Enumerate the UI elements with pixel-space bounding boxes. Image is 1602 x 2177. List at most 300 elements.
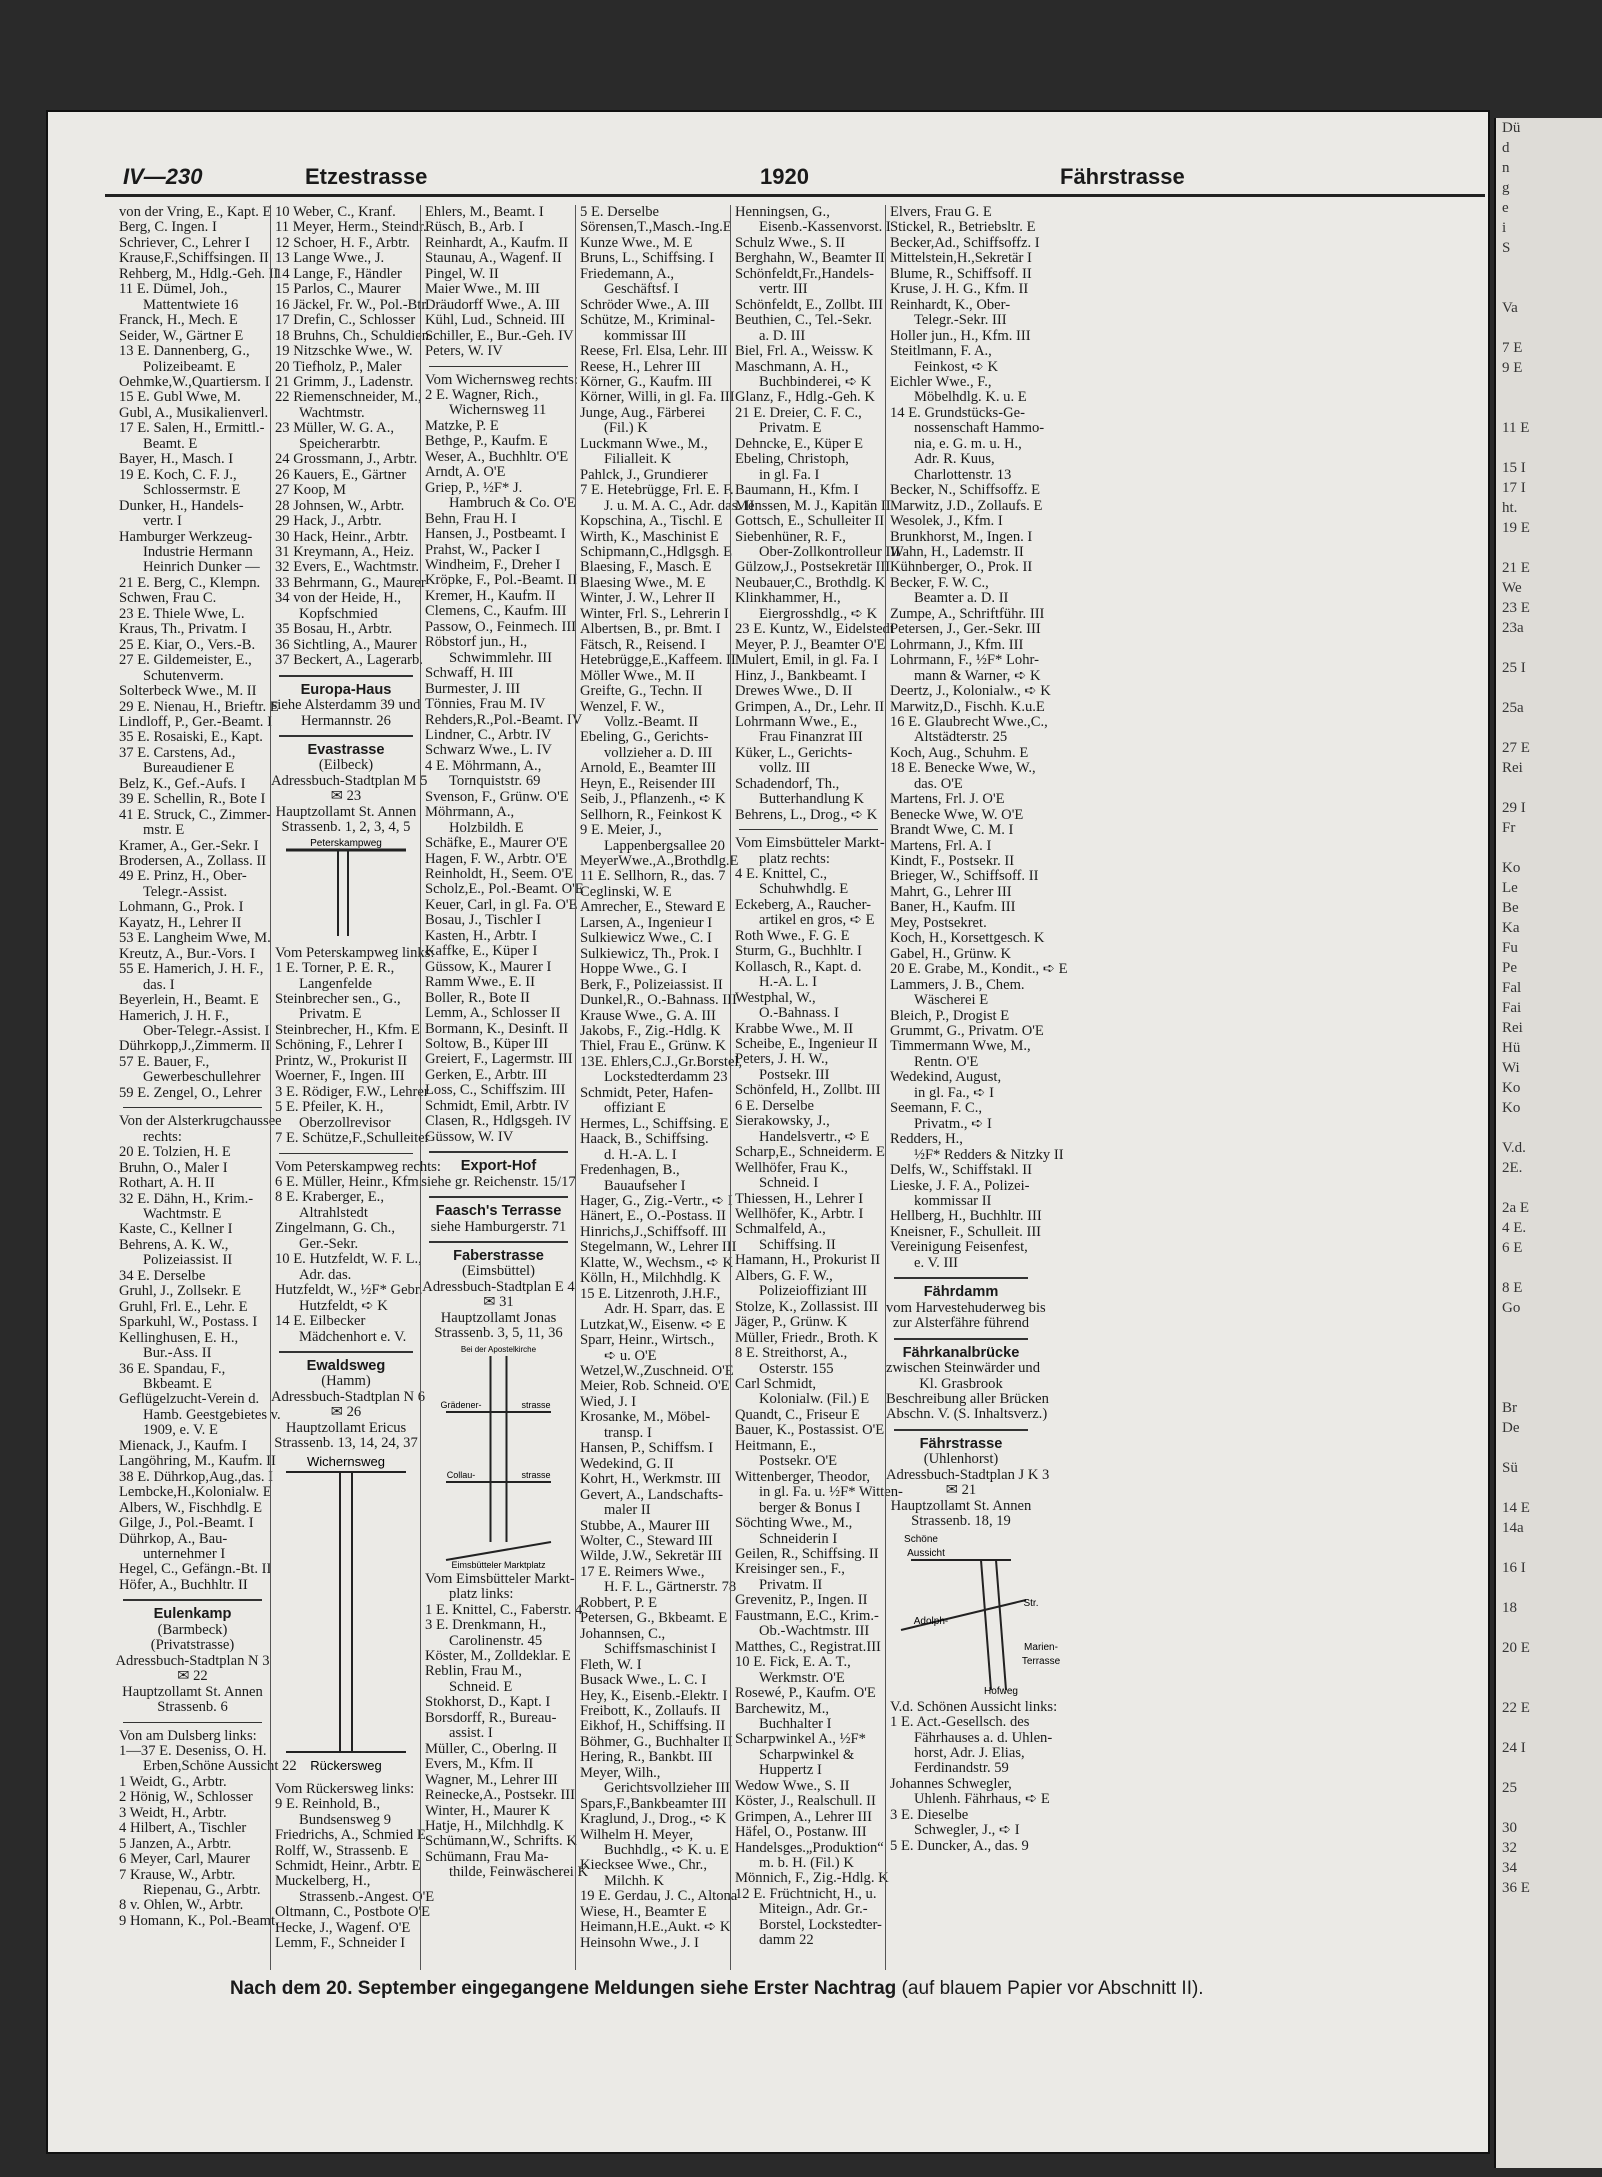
directory-entry: Blume, R., Schiffsoff. II — [890, 265, 1032, 282]
entry-continuation: Lappenbergsallee 20 — [604, 837, 725, 854]
entry-continuation: Milchh. K — [604, 1872, 664, 1889]
directory-entry: Schümann, Frau Ma- — [425, 1848, 549, 1865]
neighbor-fragment: 4 E. — [1502, 1220, 1527, 1236]
directory-entry: Busack Wwe., L. C. I — [580, 1672, 707, 1689]
directory-entry: 17 Drefin, C., Schlosser — [275, 312, 416, 329]
directory-entry: Schmidt, Emil, Arbtr. IV — [425, 1097, 570, 1114]
directory-entry: Hatje, H., Milchhdlg. K — [425, 1817, 565, 1834]
directory-entry: Timmermann Wwe, M., — [890, 1038, 1031, 1055]
directory-entry: Seib, J., Pflanzenh., ➪ K — [580, 791, 726, 808]
directory-entry: Kaffke, E., Küper I — [425, 943, 538, 960]
directory-entry: Hänert, E., O.-Postass. II — [580, 1208, 726, 1225]
street-info: Beschreibung aller Brücken — [886, 1390, 1049, 1407]
directory-entry: Holler jun., H., Kfm. III — [890, 327, 1031, 344]
directory-entry: Behrens, A. K. W., — [119, 1236, 229, 1253]
directory-entry: Sörensen,T.,Masch.-Ing.E — [580, 219, 732, 236]
entry-continuation: Möbelhdlg. K. u. E — [914, 389, 1027, 406]
entry-continuation: Langenfelde — [299, 975, 372, 992]
directory-entry: Hermes, L., Schiffsing. E — [580, 1115, 729, 1132]
map-street-2b: strasse — [521, 1469, 551, 1480]
directory-entry: Reese, H., Lehrer III — [580, 358, 701, 375]
map-label-b: Aussicht — [907, 1547, 945, 1559]
directory-entry: 27 E. Gildemeister, E., — [119, 652, 252, 669]
directory-entry: 7 E. Schütze,F.,Schulleiter — [275, 1130, 430, 1147]
neighbor-fragment: e — [1502, 200, 1509, 216]
street-map — [421, 1342, 576, 1572]
entry-continuation: Erben,Schöne Aussicht 22 — [143, 1758, 297, 1775]
directory-entry: Rosewé, P., Kaufm. O'E — [735, 1685, 876, 1702]
directory-entry: Sulkiewicz Wwe., C. I — [580, 930, 712, 947]
directory-entry: 26 Kauers, E., Gärtner — [275, 466, 407, 483]
directory-entry: Scholz,E., Pol.-Beamt. O'E — [425, 881, 584, 898]
directory-entry: Häfel, O., Postanw. III — [735, 1824, 867, 1841]
neighbor-fragment — [1496, 1478, 1602, 1498]
directory-entry: 7 Krause, W., Arbtr. — [119, 1866, 236, 1883]
directory-entry: Kreisinger sen., F., — [735, 1561, 845, 1578]
directory-entry: Becker, N., Schiffsoffz. E — [890, 482, 1041, 499]
neighbor-fragment — [1496, 318, 1602, 338]
entry-continuation: Schwegler, J., ➪ I — [914, 1822, 1020, 1839]
directory-entry: Stolze, K., Zollassist. III — [735, 1298, 879, 1315]
directory-entry: Kunze Wwe., M. E — [580, 234, 693, 251]
map-street-bottom: Rückersweg — [310, 1757, 382, 1773]
directory-entry: 34 von der Heide, H., — [275, 590, 402, 607]
directory-entry: 21 E. Dreier, C. F. C., — [735, 404, 862, 421]
entry-continuation: nossenschaft Hammo- — [914, 420, 1045, 437]
entry-continuation: damm 22 — [759, 1932, 814, 1949]
directory-entry: Schadendorf, Th., — [735, 775, 840, 792]
directory-entry: Kopschina, A., Tischl. E — [580, 513, 723, 530]
directory-entry: Becker,Ad., Schiffsoffz. I — [890, 234, 1040, 251]
entry-continuation: Schuhwhdlg. E — [759, 881, 849, 898]
entry-continuation: mstr. E — [143, 822, 185, 839]
section-divider — [279, 675, 413, 677]
directory-entry: 6 Meyer, Carl, Maurer — [119, 1851, 251, 1868]
entry-continuation: Beamt. E — [143, 435, 198, 452]
directory-entry: Biel, Frl. A., Weissw. K — [735, 343, 874, 360]
section-divider — [123, 1107, 262, 1108]
directory-entry: Spars,F.,Bankbeamter III — [580, 1795, 727, 1812]
neighbor-fragment: ht. — [1502, 500, 1518, 516]
directory-entry: Brandt Wwe, C. M. I — [890, 822, 1014, 839]
directory-entry: Marwitz,D., Fischh. K.u.E — [890, 698, 1045, 715]
entry-continuation: Riepenau, G., Arbtr. — [143, 1882, 261, 1899]
directory-entry: 36 Sichtling, A., Maurer — [275, 636, 417, 653]
directory-entry: Hansen, P., Schiffsm. I — [580, 1440, 714, 1457]
street-info: ✉ 26 — [330, 1404, 362, 1421]
directory-entry: Hering, R., Bankbt. III — [580, 1749, 713, 1766]
entry-continuation: kommissar II — [914, 1193, 992, 1209]
neighbor-fragment: 18 — [1502, 1600, 1517, 1616]
directory-entry: Krabbe Wwe., M. II — [735, 1020, 854, 1037]
directory-entry: Wiese, H., Beamter E — [580, 1903, 707, 1920]
directory-entry: Mey, Postsekret. — [890, 914, 987, 931]
directory-entry: 15 E. Gubl Wwe, M. — [119, 389, 241, 406]
neighbor-fragment — [1496, 1378, 1602, 1398]
directory-entry: Luckmann Wwe., M., — [580, 435, 708, 452]
street-info: Strassenb. 13, 14, 24, 37 — [274, 1435, 418, 1452]
directory-entry: Sparkuhl, W., Postass. I — [119, 1314, 258, 1331]
entry-continuation: ➪ u. O'E — [604, 1347, 657, 1364]
directory-entry: 33 Behrmann, G., Maurer — [275, 574, 426, 591]
entry-continuation: platz links: — [449, 1586, 514, 1603]
directory-entry: Schönfeldt, E., Zollbt. III — [735, 296, 883, 313]
directory-entry: Seemann, F. C., — [890, 1100, 983, 1117]
map-street-2: Collau- — [446, 1469, 476, 1480]
directory-entry: 55 E. Hamerich, J. H. F., — [119, 961, 264, 978]
directory-entry: 4 E. Möhrmann, A., — [425, 757, 542, 774]
directory-entry: Kollasch, R., Kapt. d. — [735, 958, 862, 975]
neighbor-fragment: 15 I — [1502, 460, 1526, 476]
directory-entry: 11 E. Sellhorn, R., das. 7 — [580, 868, 726, 885]
neighbor-fragment — [1496, 1758, 1602, 1778]
neighbor-fragment: 25a — [1502, 700, 1524, 716]
entry-continuation: rechts: — [143, 1128, 182, 1145]
neighbor-fragment: Fr — [1502, 820, 1516, 836]
directory-entry: Peters, J. H. W., — [735, 1051, 829, 1068]
directory-entry: 34 E. Derselbe — [119, 1267, 206, 1284]
neighbor-fragment: 30 — [1502, 1820, 1517, 1836]
directory-entry: Seider, W., Gärtner E — [119, 327, 244, 344]
directory-entry: Junge, Aug., Färberei — [580, 404, 706, 421]
directory-entry: Kneisner, F., Schulleit. III — [890, 1223, 1042, 1240]
entry-continuation: Telegr.-Sekr. III — [914, 312, 1007, 329]
directory-entry: 24 Grossmann, J., Arbtr. — [275, 451, 418, 468]
directory-entry: Lembcke,H.,Kolonialw. E — [119, 1484, 272, 1501]
directory-entry: Kohrt, H., Werkmstr. III — [580, 1471, 721, 1488]
directory-entry: Kindt, F., Postsekr. II — [890, 853, 1015, 870]
directory-entry: Kayatz, H., Lehrer II — [119, 914, 242, 931]
directory-entry: Grimpen, A., Lehrer III — [735, 1808, 872, 1825]
directory-entry: Blaesing, F., Masch. E — [580, 559, 712, 576]
directory-entry: Schulz Wwe., S. II — [735, 234, 845, 251]
entry-continuation: Buchbinderei, ➪ K — [759, 373, 872, 390]
street-info: Strassenb. 18, 19 — [911, 1513, 1011, 1530]
directory-entry: Petersen, G., Bkbeamt. E — [580, 1610, 728, 1627]
directory-entry: 14 E. Grundstücks-Ge- — [890, 404, 1025, 421]
directory-entry: Woerner, F., Ingen. III — [275, 1068, 405, 1085]
footer-paren: (auf blauem Papier vor Abschnitt II). — [901, 1978, 1204, 1999]
directory-entry: Hey, K., Eisenb.-Elektr. I — [580, 1687, 728, 1704]
directory-entry: 37 E. Carstens, Ad., — [119, 744, 236, 761]
directory-entry: Loss, C., Schiffszim. III — [425, 1082, 566, 1099]
directory-entry: Sierakowsky, J., — [735, 1113, 830, 1130]
street-info: siehe gr. Reichenstr. 15/17 — [421, 1173, 576, 1190]
directory-entry: 35 E. Rosaiski, E., Kapt. — [119, 729, 263, 746]
street-info: (Eimsbüttel) — [462, 1263, 535, 1280]
street-map-faber — [426, 1342, 571, 1572]
street-heading: Evastrasse — [307, 741, 385, 758]
entry-continuation: ½F* Redders & Nitzky II — [914, 1146, 1064, 1163]
directory-entry: 21 E. Berg, C., Klempn. — [119, 574, 261, 591]
entry-continuation: Speicherarbtr. — [299, 435, 381, 452]
directory-entry: Gottsch, E., Schulleiter II — [735, 513, 885, 530]
street-info: (Eilbeck) — [318, 757, 374, 774]
directory-entry: 5 E. Pfeiler, K. H., — [275, 1099, 384, 1116]
directory-entry: 8 v. Ohlen, W., Arbtr. — [119, 1897, 244, 1914]
directory-entry: 22 Riemenschneider, M., — [275, 389, 422, 406]
directory-entry: Gubl, A., Musikalienverl. — [119, 404, 269, 421]
column-6 — [885, 204, 1068, 1970]
neighbor-fragment: Va — [1502, 300, 1518, 316]
entry-continuation: Butterhandlung K — [759, 791, 864, 808]
directory-entry: Sturm, G., Buchhltr. I — [735, 943, 862, 960]
directory-entry: Dräudorff Wwe., A. III — [425, 296, 560, 313]
entry-continuation: Schneid. E — [449, 1678, 513, 1695]
directory-entry: Mönnich, F., Zig.-Hdlg. K — [735, 1870, 889, 1887]
neighbor-fragment: 20 E — [1502, 1640, 1530, 1656]
directory-entry: Kellinghusen, E. H., — [119, 1329, 239, 1346]
directory-entry: Böhmer, G., Buchhalter II — [580, 1733, 733, 1750]
directory-entry: Hager, G., Zig.-Vertr., ➪ I — [580, 1193, 733, 1209]
directory-entry: Scheibe, E., Ingenieur II — [735, 1036, 878, 1053]
directory-entry: Vom Peterskampweg rechts: — [275, 1158, 441, 1175]
directory-entry: Clemens, C., Kaufm. III — [425, 603, 567, 620]
entry-continuation: in gl. Fa., ➪ I — [914, 1084, 994, 1101]
neighbor-fragment — [1496, 378, 1602, 398]
street-info: (Uhlenhorst) — [923, 1451, 999, 1468]
directory-entry: Kramer, A., Ger.-Sekr. I — [119, 837, 259, 854]
entry-continuation: platz rechts: — [759, 850, 830, 867]
neighbor-fragment: 19 E — [1502, 520, 1530, 536]
street-info: (Privatstrasse) — [150, 1637, 235, 1654]
entry-continuation: das. I — [143, 976, 175, 993]
directory-entry: Lieske, J. F. A., Polizei- — [890, 1177, 1030, 1194]
entry-continuation: Postsekr. III — [759, 1066, 830, 1083]
entry-continuation: Privatm. E — [299, 1006, 362, 1023]
neighbor-fragment — [1496, 438, 1602, 458]
directory-entry: Krause Wwe., G. A. III — [580, 1007, 716, 1024]
directory-entry: Müller, C., Oberlng. II — [425, 1740, 557, 1757]
directory-entry: 20 E. Grabe, M., Kondit., ➪ E — [890, 961, 1068, 978]
neighbor-fragment: Pe — [1502, 960, 1517, 976]
map-label-g: Hofweg — [984, 1685, 1018, 1697]
entry-continuation: Ger.-Sekr. — [299, 1235, 359, 1252]
entry-continuation: Telegr.-Assist. — [143, 883, 228, 900]
directory-entry: 2 E. Wagner, Rich., — [425, 386, 539, 403]
entry-continuation: Frau Finanzrat III — [759, 729, 863, 746]
entry-continuation: Fährhauses a. d. Uhlen- — [914, 1729, 1053, 1746]
entry-continuation: Ferdinandstr. 59 — [914, 1760, 1009, 1777]
directory-entry: Burmester, J. III — [425, 680, 521, 697]
directory-entry: Wedekind, August, — [890, 1069, 1002, 1086]
directory-entry: Lemm, A., Schlosser II — [425, 1005, 561, 1022]
directory-entry: Reblin, Frau M., — [425, 1663, 522, 1680]
directory-entry: 39 E. Schellin, R., Bote I — [119, 791, 266, 808]
directory-entry: Schwen, Frau C. — [119, 590, 217, 607]
directory-entry: Krause,F.,Schiffsingen. II — [119, 250, 269, 267]
street-info: Hauptzollamt St. Annen — [890, 1497, 1032, 1514]
entry-continuation: Borstel, Lockstedter- — [759, 1916, 882, 1933]
street-heading: Faberstrasse — [453, 1248, 544, 1264]
entry-continuation: Kolonialw. (Fil.) E — [759, 1391, 870, 1408]
directory-entry: 3 E. Rödiger, F.W., Lehrer — [275, 1083, 429, 1100]
neighbor-fragment: Sü — [1502, 1460, 1518, 1476]
header-year: 1920 — [760, 164, 809, 189]
entry-continuation: Heinrich Dunker — — [143, 559, 260, 576]
entry-continuation: Hutzfeldt, ➪ K — [299, 1297, 388, 1314]
directory-entry: Evers, M., Kfm. II — [425, 1756, 534, 1773]
directory-entry: Wellhöfer, K., Arbtr. I — [735, 1206, 864, 1222]
directory-entry: Eckeberg, A., Raucher- — [735, 896, 871, 913]
directory-entry: Bethge, P., Kaufm. E — [425, 433, 548, 450]
directory-entry: 1 Weidt, G., Arbtr. — [119, 1773, 227, 1790]
neighbor-fragment: 6 E — [1502, 1240, 1523, 1256]
neighbor-fragment: S — [1502, 240, 1511, 256]
directory-entry: Bruhn, O., Maler I — [119, 1159, 228, 1176]
entry-continuation: Eiergrosshdlg., ➪ K — [759, 605, 878, 622]
directory-entry: Redders, H., — [890, 1131, 963, 1148]
directory-entry: 11 Meyer, Herm., Steindr. — [275, 219, 427, 236]
neighbor-fragment: 23a — [1502, 620, 1524, 636]
directory-entry: 37 Beckert, A., Lagerarb. — [275, 652, 423, 669]
directory-entry: Henningsen, G., — [735, 204, 830, 220]
directory-entry: Müller, Friedr., Broth. K — [735, 1329, 879, 1346]
entry-continuation: Buchhalter I — [759, 1715, 832, 1732]
directory-entry: Koch, H., Korsettgesch. K — [890, 930, 1045, 947]
entry-continuation: Charlottenstr. 13 — [914, 466, 1012, 483]
directory-entry: Schriever, C., Lehrer I — [119, 234, 250, 251]
directory-entry: 32 Evers, E., Wachtmstr. — [275, 559, 420, 576]
neighbor-fragment: Rei — [1502, 1020, 1523, 1036]
street-map — [886, 1530, 1061, 1700]
directory-entry: Vom Eimsbütteler Markt- — [735, 835, 885, 852]
directory-entry: 13 E. Dannenberg, G., — [119, 343, 250, 360]
entry-continuation: Carolinenstr. 45 — [449, 1632, 543, 1649]
entry-continuation: Gerichtsvollzieher III — [604, 1780, 731, 1797]
neighbor-fragment — [1496, 1118, 1602, 1138]
directory-entry: Hamerich, J. H. F., — [119, 1007, 229, 1024]
directory-entry: Köster, M., Zolldeklar. E — [425, 1647, 571, 1664]
header-rule — [105, 194, 1485, 197]
street-heading: Fährdamm — [923, 1284, 999, 1301]
neighbor-fragment: n — [1502, 160, 1510, 176]
directory-entry: Wirth, K., Maschinist E — [580, 528, 719, 545]
directory-entry: Rolff, W., Strassenb. E — [275, 1842, 409, 1859]
neighbor-fragment — [1496, 678, 1602, 698]
entry-continuation: Schiffsmaschinist I — [604, 1641, 717, 1658]
directory-entry: 20 E. Tolzien, H. E — [119, 1144, 231, 1161]
neighbor-fragment: d — [1502, 140, 1510, 156]
directory-entry: Brieger, W., Schiffsoff. II — [890, 868, 1039, 885]
directory-entry: 12 Schoer, H. F., Arbtr. — [275, 234, 410, 251]
neighbor-fragment — [1496, 398, 1602, 418]
directory-entry: 3 E. Drenkmann, H., — [425, 1617, 547, 1634]
entry-continuation: thilde, Feinwäscherei K — [449, 1864, 589, 1881]
directory-entry: Neubauer,C., Brothdlg. K — [735, 574, 886, 591]
directory-entry: Brunkhorst, M., Ingen. I — [890, 528, 1033, 545]
directory-entry: Dührkop, A., Bau- — [119, 1530, 228, 1547]
directory-entry: 4 E. Knittel, C., — [735, 866, 828, 883]
entry-continuation: kommissar III — [604, 327, 687, 344]
directory-entry: Greifte, G., Techn. II — [580, 683, 703, 700]
map-label-f: Terrasse — [1021, 1655, 1061, 1667]
street-info: ✉ 22 — [177, 1668, 208, 1685]
neighbor-fragment — [1496, 1258, 1602, 1278]
page-header — [105, 160, 1485, 192]
directory-entry: 10 Weber, C., Kranf. — [275, 204, 396, 220]
neighbor-fragment — [1496, 718, 1602, 738]
entry-continuation: Mädchenhort e. V. — [299, 1328, 407, 1345]
directory-columns — [115, 205, 1485, 1970]
directory-entry: 30 Hack, Heinr., Arbtr. — [275, 528, 409, 545]
neighbor-fragment — [1496, 1358, 1602, 1378]
directory-entry: Menssen, M. J., Kapitän II — [735, 497, 891, 514]
directory-entry: Lemm, F., Schneider I — [275, 1935, 406, 1952]
directory-entry: Muckelberg, H., — [275, 1873, 371, 1890]
header-street-left: Etzestrasse — [305, 164, 428, 189]
entry-continuation: Hambruch & Co. O'E — [449, 495, 576, 512]
neighbor-fragment — [1496, 1538, 1602, 1558]
directory-entry: Behrens, L., Drog., ➪ K — [735, 806, 878, 823]
entry-continuation: mann & Warner, ➪ K — [914, 667, 1041, 684]
directory-entry: Solterbeck Wwe., M. II — [119, 683, 257, 700]
neighbor-fragment: Fal — [1502, 980, 1522, 996]
directory-entry: Rehberg, M., Hdlg.-Geh. II — [119, 265, 279, 282]
entry-continuation: horst, Adr. J. Elias, — [914, 1744, 1025, 1761]
street-info: ✉ 31 — [483, 1294, 514, 1311]
footer-note — [230, 1978, 1430, 2002]
entry-continuation: Ob.-Wachtmstr. III — [759, 1623, 870, 1640]
directory-entry: Wilde, J.W., Sekretär III — [580, 1548, 722, 1565]
entry-continuation: Kopfschmied — [299, 605, 378, 622]
directory-entry: Benecke Wwe, W. O'E — [890, 806, 1024, 823]
directory-entry: Carl Schmidt, — [735, 1375, 817, 1392]
entry-continuation: Wichernsweg 11 — [449, 402, 547, 419]
neighbor-fragment — [1496, 778, 1602, 798]
directory-entry: Hutzfeldt, W., ½F* Gebr. — [275, 1282, 423, 1299]
directory-entry: 5 E. Derselbe — [580, 204, 660, 220]
directory-entry: Passow, O., Feinmech. III — [425, 618, 577, 635]
directory-entry: Petersen, J., Ger.-Sekr. III — [890, 621, 1041, 638]
directory-entry: Ramm Wwe., E. II — [425, 974, 535, 991]
directory-entry: Baumann, H., Kfm. I — [735, 482, 859, 499]
directory-entry: Schönfeldt,Fr.,Handels- — [735, 265, 875, 282]
directory-entry: 11 E. Dümel, Joh., — [119, 281, 228, 298]
directory-entry: Reinhardt, A., Kaufm. II — [425, 234, 569, 251]
directory-entry: Schmidt, Peter, Hafen- — [580, 1084, 714, 1101]
directory-entry: 41 E. Struck, C., Zimmer- — [119, 806, 272, 823]
directory-entry: Hagen, F. W., Arbtr. O'E — [425, 850, 568, 867]
footer-main: Nach dem 20. September eingegangene Meldungen siehe Erster Nachtrag — [230, 1978, 897, 1999]
map-label-c: Adolph- — [913, 1615, 949, 1627]
neighbor-fragment: Rei — [1502, 760, 1523, 776]
directory-entry: Pahlck, J., Grundierer — [580, 466, 708, 483]
directory-entry: 23 E. Thiele Wwe, L. — [119, 605, 245, 622]
entry-continuation: Miteign., Adr. Gr.- — [759, 1901, 868, 1918]
directory-entry: Kreutz, A., Bur.-Vors. I — [119, 945, 255, 962]
directory-entry: Mulert, Emil, in gl. Fa. I — [735, 652, 879, 669]
directory-entry: 3 Weidt, H., Arbtr. — [119, 1804, 227, 1821]
street-info: siehe Hamburgerstr. 71 — [430, 1218, 567, 1235]
neighbor-fragment: We — [1502, 580, 1522, 596]
entry-continuation: Bureaudiener E — [143, 760, 235, 777]
entry-continuation: Eisenb.-Kassenvorst. I — [759, 219, 891, 236]
entry-continuation: Polizeibeamt. E — [143, 358, 236, 375]
directory-entry: Fätsch, R., Reisend. I — [580, 636, 706, 653]
section-divider — [429, 1196, 568, 1198]
neighbor-fragment: 29 I — [1502, 800, 1526, 816]
directory-entry: Reese, Frl. Elsa, Lehr. III — [580, 343, 728, 360]
street-info: zur Alsterfähre führend — [892, 1315, 1030, 1332]
entry-continuation: unternehmer I — [143, 1545, 226, 1562]
directory-entry: Winter, H., Maurer K — [425, 1802, 551, 1819]
directory-entry: Barchewitz, M., — [735, 1700, 830, 1717]
directory-entry: Güssow, K., Maurer I — [425, 958, 552, 975]
directory-entry: Schöning, F., Lehrer I — [275, 1037, 403, 1054]
directory-entry: Kruse, J. H. G., Kfm. II — [890, 281, 1029, 298]
directory-entry: Behn, Frau H. I — [425, 510, 517, 527]
